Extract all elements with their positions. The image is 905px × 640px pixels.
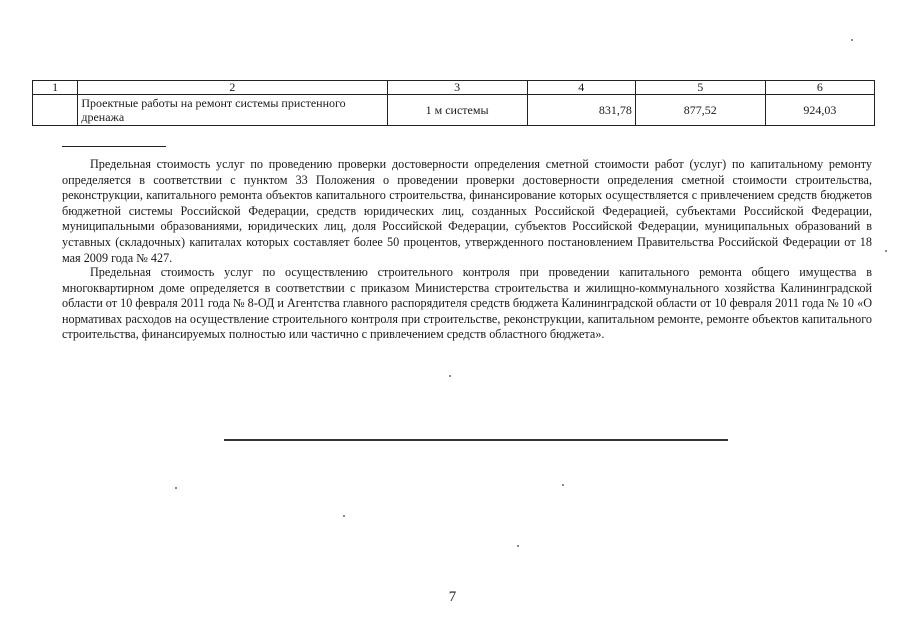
header-cell: 4 [527,81,635,95]
scan-speck [175,487,177,489]
scan-speck [885,250,887,252]
scan-speck [449,375,451,377]
header-cell: 3 [387,81,527,95]
unit-cell: 1 м системы [387,95,527,126]
header-cell: 5 [635,81,765,95]
scan-speck [517,545,519,547]
scan-speck [343,515,345,517]
header-cell: 6 [765,81,874,95]
header-cell: 2 [78,81,387,95]
scan-speck [562,484,564,486]
price-cell-2: 877,52 [635,95,765,126]
separator-line [224,439,728,441]
table-header-row [33,81,875,95]
price-cell-3: 924,03 [765,95,874,126]
price-cell-1: 831,78 [527,95,635,126]
footnote-divider [62,146,166,147]
paragraph-verification-cost: Предельная стоимость услуг по проведению проверки достоверности определения сметной стоимости работ (услуг) по капитальному ремонту определяется в соответствии с пунктом 33 Положения о проведении проверки достоверности определения сметной стоимости строительства, реконструкции, капитального ремонта объектов капитального строительства, финансирование которых осуществляется с привлечением средств бюджетов бюджетной системы Российской Федерации, средств юридических лиц, созданных Российской Федерацией, субъектами Российской Федерации, муниципальными образованиями, юридических лиц, доля Российской Федерации, субъектов Российской Федерации, муниципальных образований в уставных (складочных) капиталах которых составляет более 50 процентов, утвержденного постановлением Правительства Российской Федерации от 18 мая 2009 года № 427. [62,157,872,265]
price-table [32,80,875,126]
row-number-cell [33,95,78,126]
table-row [33,95,875,126]
paragraph-construction-control-cost: Предельная стоимость услуг по осуществлению строительного контроля при проведении капитального ремонта общего имущества в многоквартирном доме определяется в соответствии с приказом Министерства строительства и жилищно-коммунального хозяйства Калининградской области от 10 февраля 2011 года № 8-ОД и Агентства главного распорядителя средств бюджета Калининградской области от 10 февраля 2011 года № 10 «О нормативах расходов на осуществление строительного контроля при строительстве, реконструкции, капитальном ремонте, ремонте объектов капитального строительства, финансируемых полностью или частично с привлечением средств областного бюджета». [62,265,872,342]
page-number: 7 [448,589,457,605]
work-description-cell: Проектные работы на ремонт системы пристенного дренажа [78,95,387,126]
header-cell: 1 [33,81,78,95]
scan-speck [851,39,853,41]
